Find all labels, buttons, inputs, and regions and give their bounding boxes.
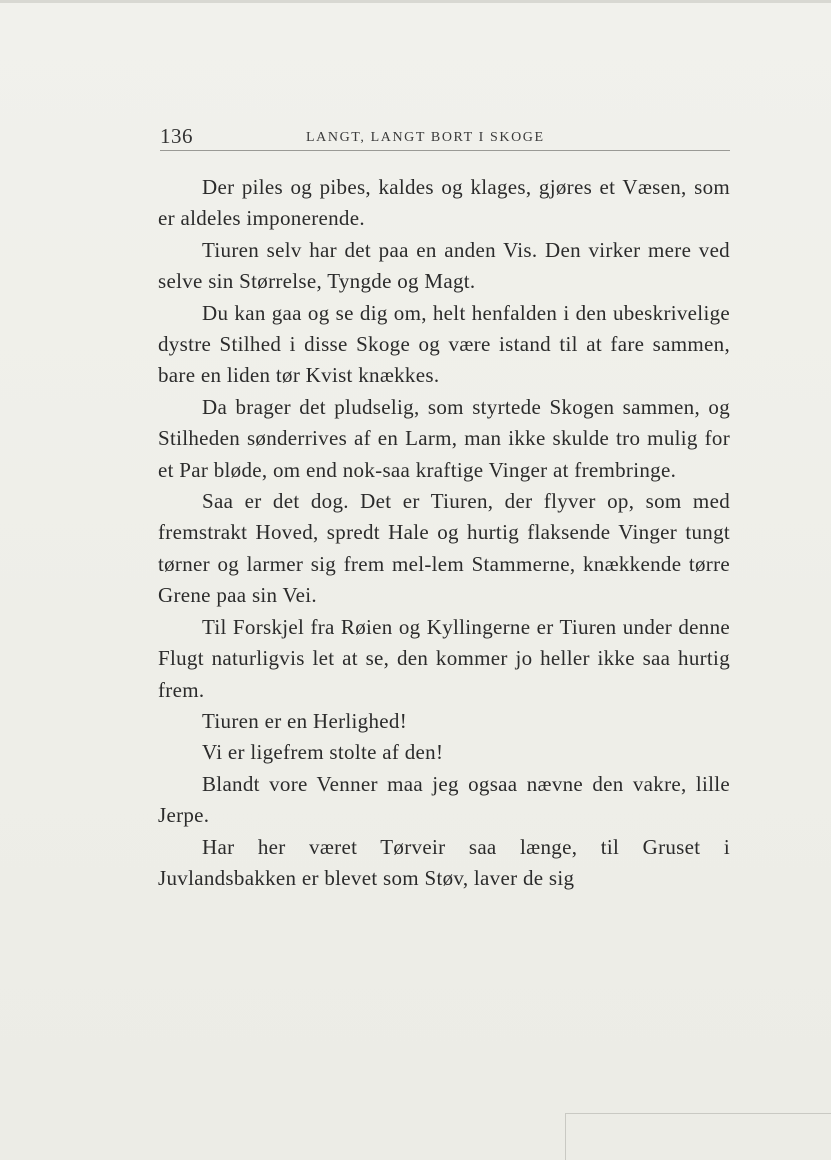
paragraph-8: Vi er ligefrem stolte af den! <box>202 740 444 765</box>
paragraph-10: Har her været Tørveir saa længe, til Gruset i Juvlandsbakken er blevet som Støv, laver de sig <box>158 834 730 890</box>
paragraph-7: Tiuren er en Herlighed! <box>202 708 407 733</box>
paragraph-6: Til Forskjel fra Røien og Kyllingerne er Tiuren under denne Flugt naturligvis let at se, den kommer jo heller ikke saa hurtig frem. <box>158 614 730 702</box>
running-title: LANGT, LANGT BORT I SKOGE <box>306 130 545 145</box>
page-top-edge <box>0 0 831 3</box>
paragraph-2: Tiuren selv har det paa en anden Vis. Den virker mere ved selve sin Størrelse, Tyngde og Magt. <box>158 237 730 294</box>
paragraph-5: Saa er det dog. Det er Tiuren, der flyver op, som med fremstrakt Hoved, spredt Hale og hurtig flaksende Vinger tungt tørner og larmer sig frem mel-lem Stammerne, knækkende tørre Grene paa sin Vei. <box>158 489 730 608</box>
paragraph-1: Der piles og pibes, kaldes og klages, gjøres et Væsen, som er aldeles imponerende. <box>158 175 730 231</box>
scan-frame-line-vertical <box>565 1113 566 1160</box>
header-rule <box>160 150 730 151</box>
page-header <box>160 122 730 156</box>
scan-frame-line-horizontal <box>565 1113 831 1114</box>
paragraph-3: Du kan gaa og se dig om, helt henfalden i den ubeskrivelige dystre Stilhed i disse Skoge og være istand til at fare sammen, bare en liden tør Kvist knækkes. <box>158 300 730 388</box>
page-number: 136 <box>160 124 193 148</box>
paragraph-9: Blandt vore Venner maa jeg ogsaa nævne den vakre, lille Jerpe. <box>158 771 730 828</box>
body-text <box>158 172 730 894</box>
paragraph-4: Da brager det pludselig, som styrtede Skogen sammen, og Stilheden sønderrives af en Larm, man ikke skulde tro mulig for et Par bløde, om end nok-saa kraftige Vinger at frembringe. <box>158 394 730 482</box>
